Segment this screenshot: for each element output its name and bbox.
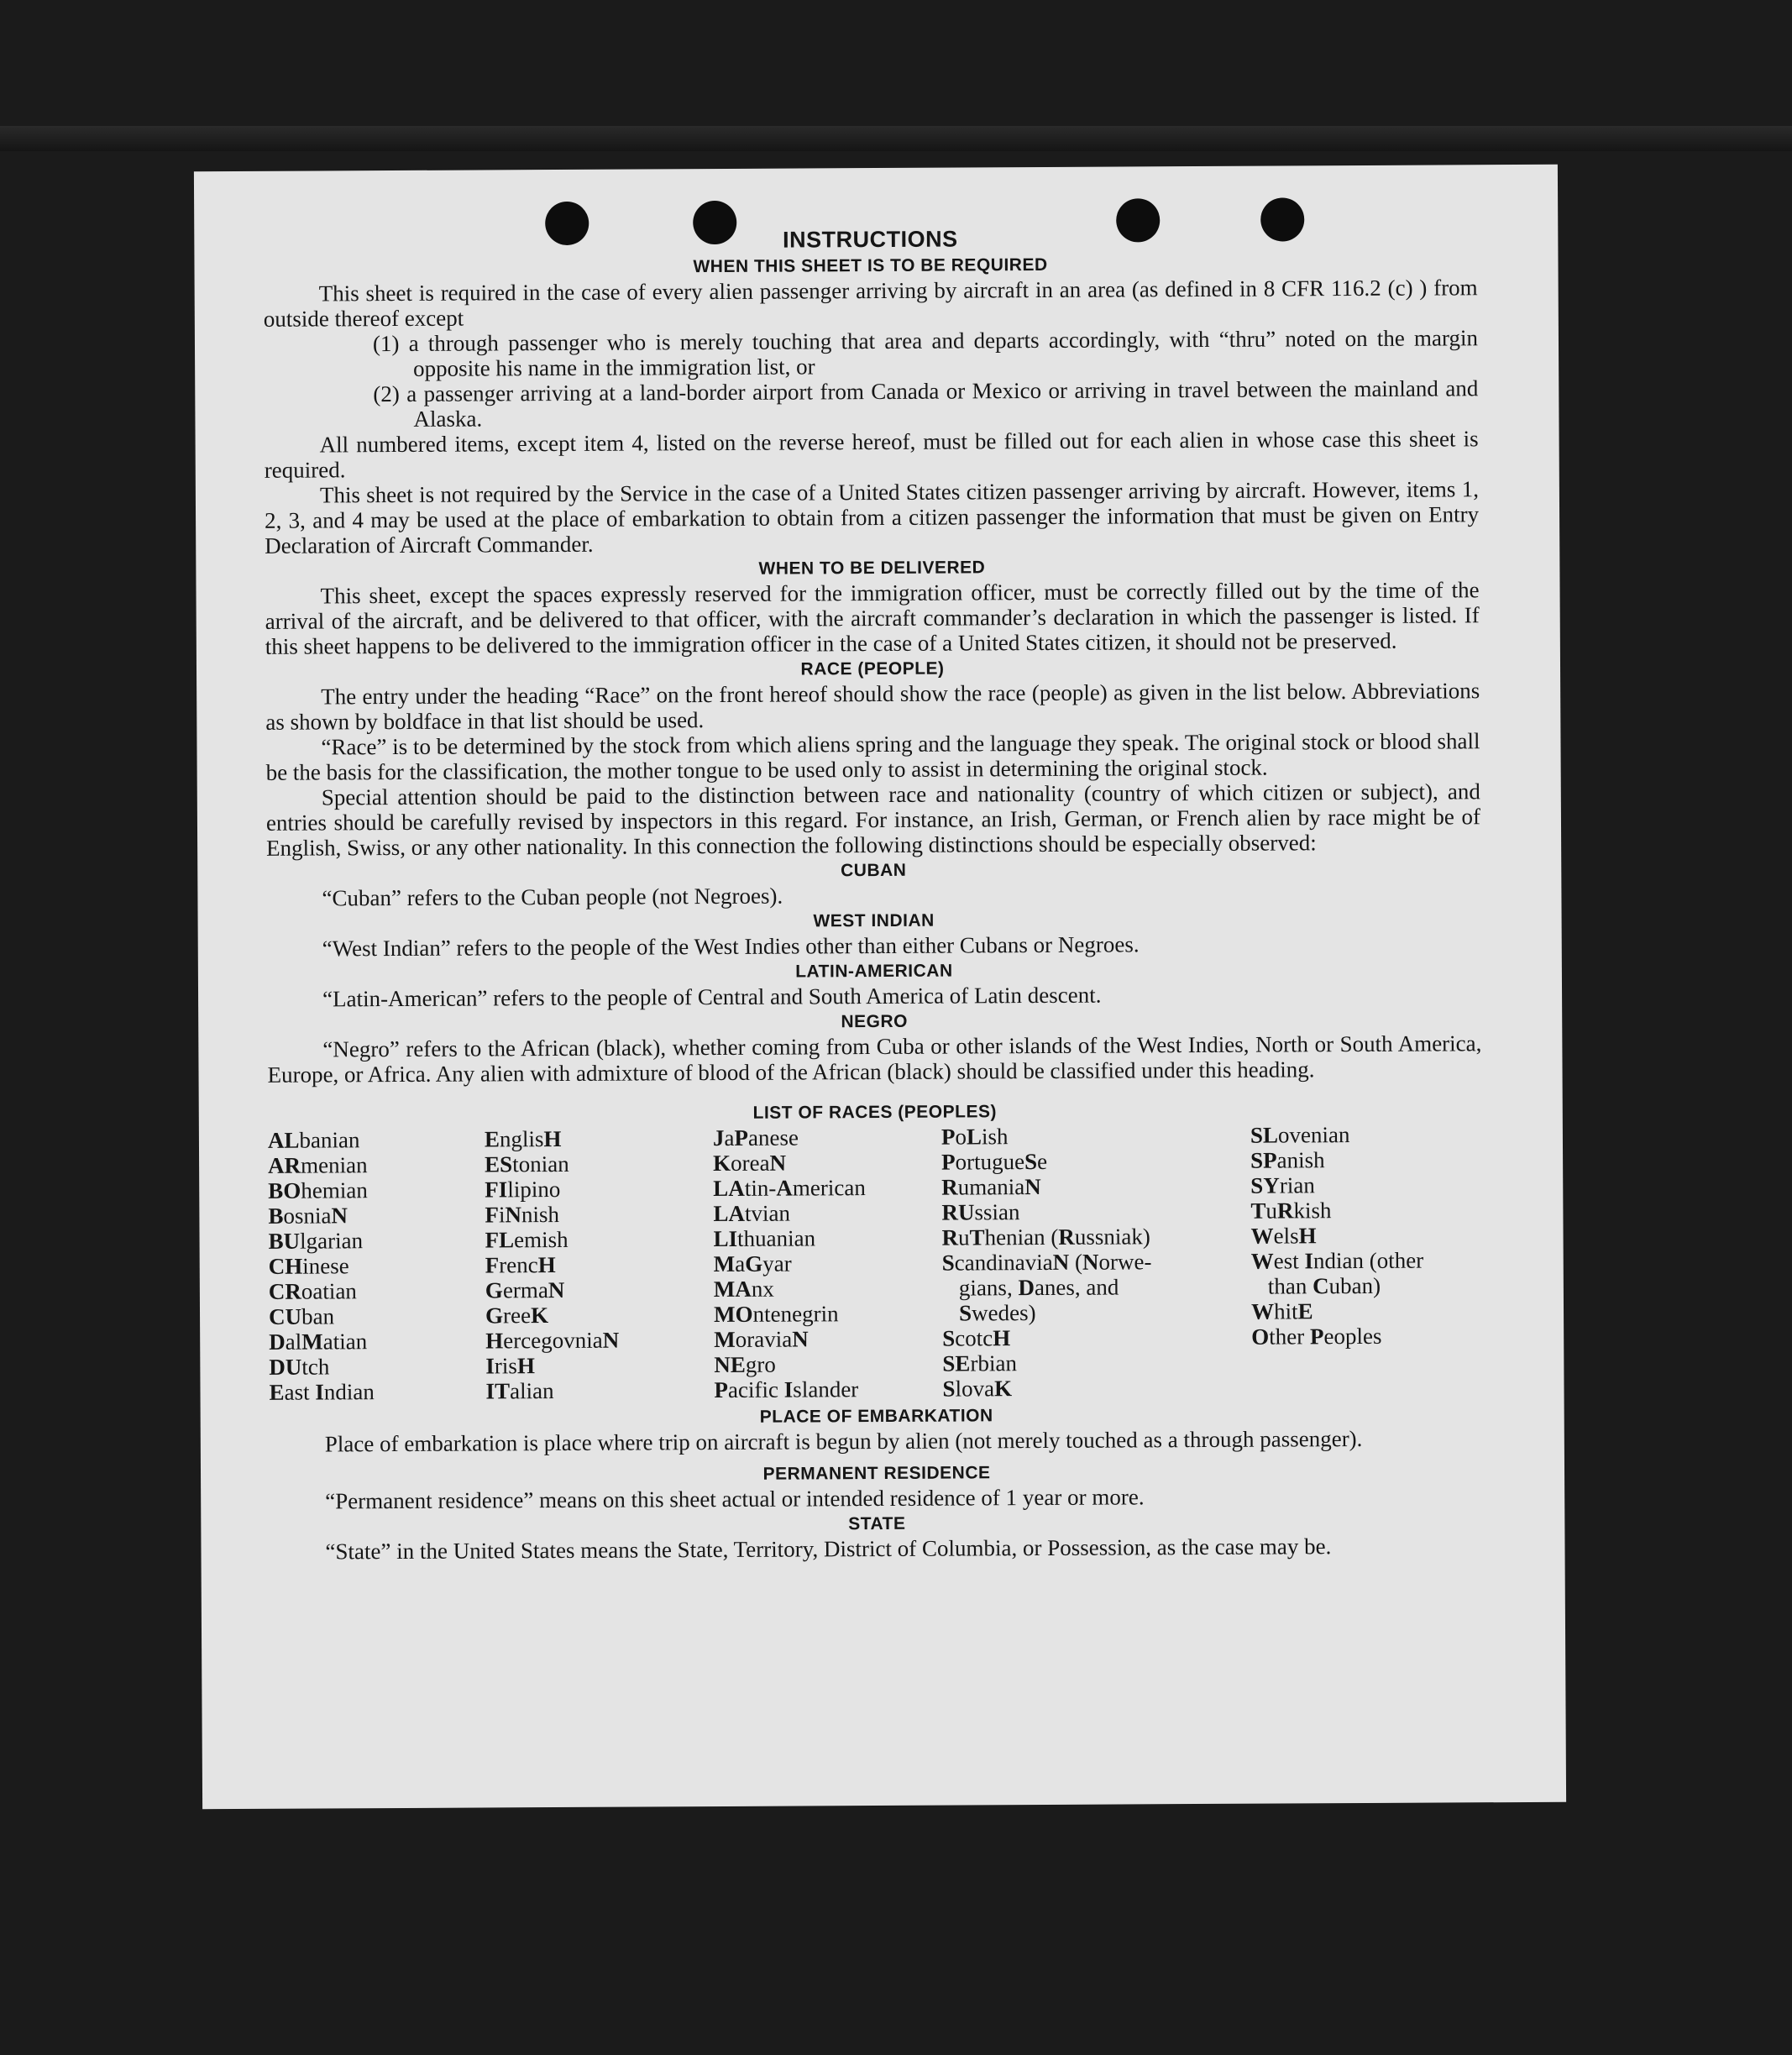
- race-item: DalMatian: [269, 1329, 368, 1355]
- race-list: [268, 1121, 1484, 1405]
- race-item: PoLish: [941, 1124, 1009, 1150]
- paragraph: “West Indian” refers to the people of the West Indies other than either Cubans or Negroes.: [322, 931, 1140, 962]
- race-item: WelsH: [1250, 1223, 1317, 1249]
- list-item: (2) a passenger arriving at a land-border airport from Canada or Mexico or arriving in travel between the mainland and Alaska.: [373, 375, 1479, 432]
- paragraph: “State” in the United States means the State, Territory, District of Columbia, or Possession, as the case may be.: [325, 1533, 1332, 1565]
- heading-permanent-residence: PERMANENT RESIDENCE: [762, 1463, 991, 1484]
- race-item: ScandinaviaN (Norwe-: [941, 1249, 1152, 1276]
- race-item: SLovenian: [1250, 1122, 1350, 1148]
- race-item: SlovaK: [942, 1376, 1013, 1402]
- race-item: CRoatian: [268, 1278, 357, 1304]
- race-item: West Indian (other: [1250, 1247, 1424, 1274]
- paragraph: “Permanent residence” means on this sheet actual or intended residence of 1 year or more.: [325, 1484, 1145, 1514]
- race-item: LAtvian: [713, 1200, 791, 1227]
- punch-hole-2: [693, 201, 736, 244]
- race-item: EStonian: [485, 1151, 569, 1177]
- page-title: INSTRUCTIONS: [783, 226, 958, 253]
- race-item: than Cuban): [1267, 1272, 1381, 1299]
- paragraph: This sheet is not required by the Service in the case of a United States citizen passenger arriving by aircraft. However, items 1, 2, 3, and 4 may be used at the place of embarkation to obtain from a citizen passenger the information that must be given on Entry Declaration of Aircraft Commander.: [265, 476, 1480, 558]
- race-item: NEgro: [714, 1351, 776, 1378]
- race-item: JaPanese: [712, 1124, 799, 1151]
- race-item: CUban: [268, 1303, 335, 1329]
- race-item: LAtin-American: [713, 1175, 866, 1202]
- punch-hole-1: [545, 202, 589, 245]
- race-item: DUtch: [269, 1354, 330, 1380]
- heading-state: STATE: [848, 1513, 906, 1534]
- race-column: [1250, 1121, 1484, 1399]
- race-item: ALbanian: [267, 1127, 360, 1153]
- race-item: SErbian: [942, 1350, 1017, 1376]
- paragraph: Special attention should be paid to the distinction between race and nationality (country of which citizen or subject), and entries should be carefully revised by inspectors in this regard. For instance, an Irish, German, or French alien by race might be of English, Swiss, or any other nationality. In this connection the following distinctions should be especially observed:: [265, 778, 1481, 861]
- heading-latin-american: LATIN-AMERICAN: [795, 961, 953, 982]
- race-item: BUlgarian: [268, 1228, 364, 1254]
- race-item: MAnx: [713, 1276, 774, 1303]
- race-item: SPanish: [1250, 1147, 1325, 1173]
- race-item: GermaN: [485, 1277, 565, 1303]
- race-item: SYrian: [1250, 1172, 1315, 1198]
- race-item: FiNnish: [485, 1202, 560, 1228]
- heading-when-delivered: WHEN TO BE DELIVERED: [758, 558, 986, 579]
- paragraph: The entry under the heading “Race” on the front hereof should show the race (people) as given in the list below. Abbreviations as shown by boldface in that list should be used.: [265, 678, 1480, 735]
- race-item: HercegovniaN: [485, 1327, 620, 1354]
- race-item: RUssian: [941, 1199, 1020, 1225]
- race-item: EnglisH: [484, 1125, 562, 1152]
- race-item: FLemish: [485, 1226, 569, 1253]
- race-item: FrencH: [485, 1252, 556, 1278]
- heading-west-indian: WEST INDIAN: [813, 910, 935, 931]
- race-item: PortugueSe: [941, 1148, 1048, 1175]
- race-item: IrisH: [485, 1353, 535, 1379]
- heading-cuban: CUBAN: [841, 860, 907, 881]
- paragraph: “Cuban” refers to the Cuban people (not Negroes).: [322, 883, 783, 911]
- paragraph: Place of embarkation is place where trip on aircraft is begun by alien (not merely touched as a through passenger).: [324, 1426, 1363, 1457]
- race-item: ITalian: [485, 1378, 554, 1404]
- race-item: TuRkish: [1250, 1198, 1332, 1224]
- race-item: RuThenian (Russniak): [941, 1224, 1150, 1250]
- heading-embarkation: PLACE OF EMBARKATION: [759, 1406, 993, 1427]
- heading-when-required: WHEN THIS SHEET IS TO BE REQUIRED: [693, 254, 1048, 277]
- race-item: GreeK: [485, 1303, 549, 1329]
- scanner-edge: [0, 126, 1792, 151]
- race-item: BosniaN: [268, 1203, 348, 1229]
- race-column: [941, 1123, 1252, 1402]
- race-item: MoraviaN: [714, 1326, 809, 1353]
- race-column: [268, 1126, 486, 1404]
- race-item: East Indian: [269, 1379, 375, 1405]
- list-item: (1) a through passenger who is merely touching that area and departs accordingly, with “thru” noted on the margin opposite his name in the immigration list, or: [372, 325, 1479, 381]
- race-column: [485, 1125, 715, 1403]
- race-item: MOntenegrin: [713, 1301, 839, 1328]
- instruction-sheet: [194, 165, 1566, 1809]
- paragraph: “Race” is to be determined by the stock from which aliens spring and the language they speak. The original stock or blood shall be the basis for the classification, the mother tongue to be used only to assist in determining the original stock.: [265, 728, 1480, 785]
- race-item: MaGyar: [713, 1250, 792, 1277]
- race-column: [713, 1124, 943, 1402]
- race-item: ScotcH: [942, 1325, 1011, 1351]
- race-item: gians, Danes, and: [958, 1274, 1119, 1301]
- race-item: BOhemian: [268, 1177, 368, 1203]
- heading-list-of-races: LIST OF RACES (PEOPLES): [752, 1102, 998, 1123]
- race-item: CHinese: [268, 1253, 349, 1279]
- paragraph: This sheet, except the spaces expressly reserved for the immigration officer, must be correctly filled out by the time of the arrival of the aircraft, and be delivered to that officer, with the aircraft commander’s declaration in which the passenger is listed. If this sheet happens to be delivered to the immigration officer in the case of a United States citizen, it should not be preserved.: [265, 577, 1480, 659]
- race-item: KoreaN: [713, 1150, 787, 1177]
- race-item: WhitE: [1250, 1298, 1313, 1324]
- race-item: FIlipino: [485, 1176, 561, 1203]
- paragraph: This sheet is required in the case of every alien passenger arriving by aircraft in an area (as defined in 8 CFR 116.2 (c) ) from outside thereof except: [263, 275, 1478, 332]
- punch-hole-3: [1116, 198, 1160, 242]
- race-item: RumaniaN: [941, 1173, 1041, 1200]
- race-item: Other Peoples: [1251, 1323, 1382, 1350]
- paragraph: “Negro” refers to the African (black), whether coming from Cuba or other islands of the West Indies, North or South America, Europe, or Africa. Any alien with admixture of blood of the African (black) should be classified under this heading.: [267, 1030, 1482, 1088]
- punch-hole-4: [1260, 197, 1304, 241]
- race-item: Pacific Islander: [714, 1376, 859, 1403]
- paragraph: “Latin-American” refers to the people of Central and South America of Latin descent.: [322, 982, 1102, 1012]
- heading-negro: NEGRO: [841, 1011, 909, 1032]
- race-item: Swedes): [958, 1300, 1036, 1326]
- paragraph: All numbered items, except item 4, listed on the reverse hereof, must be filled out for each alien in whose case this sheet is required.: [264, 426, 1479, 483]
- heading-race: RACE (PEOPLE): [800, 658, 945, 679]
- race-item: ARmenian: [268, 1152, 368, 1178]
- race-item: LIthuanian: [713, 1225, 816, 1252]
